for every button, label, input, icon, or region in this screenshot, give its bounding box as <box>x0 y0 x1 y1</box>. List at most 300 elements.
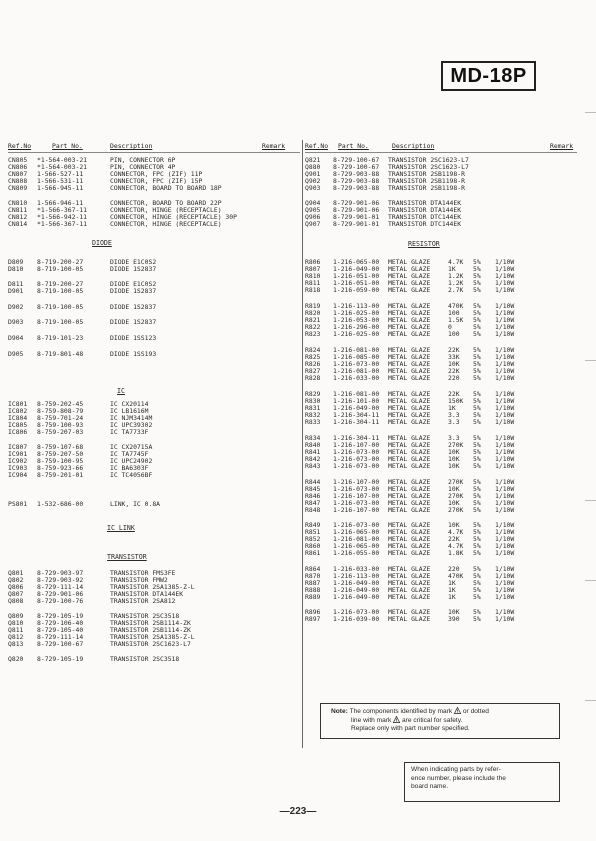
ref-no: PS801 <box>8 500 28 508</box>
table-row <box>305 220 585 229</box>
power-rating: 1/10W <box>495 535 515 543</box>
table-row <box>8 597 298 606</box>
ref-no: R860 <box>305 542 321 550</box>
ref-no: CN806 <box>8 163 28 171</box>
power-rating: 1/10W <box>495 397 515 405</box>
header-ref-right: Ref.No <box>305 142 329 150</box>
resistance-value: 270K <box>448 506 464 514</box>
caution-triangle-icon <box>393 716 400 723</box>
ref-no: R811 <box>305 279 321 287</box>
description: TRANSISTOR 2SA1385-Z-L <box>110 583 195 591</box>
ref-no: D810 <box>8 265 24 273</box>
header-rule-right <box>305 152 577 153</box>
tolerance: 5% <box>473 286 481 294</box>
power-rating: 1/10W <box>495 353 515 361</box>
power-rating: 1/10W <box>495 579 515 587</box>
note-line3: Replace only with part number specified. <box>351 725 470 732</box>
description: METAL GLAZE <box>388 542 431 550</box>
resistance-value: 100 <box>448 330 460 338</box>
ref-no: R841 <box>305 448 321 456</box>
description: METAL GLAZE <box>388 279 431 287</box>
ref-no: R864 <box>305 565 321 573</box>
tolerance: 5% <box>473 360 481 368</box>
part-no: 8-759-201-01 <box>37 471 84 479</box>
description: METAL GLAZE <box>388 323 431 331</box>
part-no: 8-729-903-88 <box>333 177 380 185</box>
part-no: 8-719-100-05 <box>37 318 84 326</box>
part-no: 1-216-101-00 <box>333 397 380 405</box>
power-rating: 1/10W <box>495 404 515 412</box>
ref-no: Q904 <box>305 199 321 207</box>
part-no: 8-759-701-24 <box>37 414 84 422</box>
table-row <box>305 330 585 339</box>
ref-no: R843 <box>305 462 321 470</box>
table-row <box>305 615 585 624</box>
tolerance: 5% <box>473 499 481 507</box>
ref-no: R846 <box>305 492 321 500</box>
description: METAL GLAZE <box>388 286 431 294</box>
tolerance: 5% <box>473 455 481 463</box>
ref-no: R827 <box>305 367 321 375</box>
description: DIODE 1S2837 <box>110 265 157 273</box>
part-no: 1-216-073-00 <box>333 521 380 529</box>
part-no: 1-216-049-00 <box>333 579 380 587</box>
table-row <box>8 303 298 312</box>
description: IC TA7733F <box>110 428 149 436</box>
part-no: 1-216-085-00 <box>333 353 380 361</box>
ref-no: IC804 <box>8 414 28 422</box>
tolerance: 5% <box>473 434 481 442</box>
ref-no: Q905 <box>305 206 321 214</box>
part-no: 1-216-059-00 <box>333 286 380 294</box>
part-no: 1-216-081-00 <box>333 346 380 354</box>
edge-mark <box>585 700 596 701</box>
tolerance: 5% <box>473 374 481 382</box>
part-no: 1-566-527-11 <box>37 170 84 178</box>
tolerance: 5% <box>473 492 481 500</box>
table-row <box>8 287 298 296</box>
ref-no: R840 <box>305 441 321 449</box>
resistance-value: 270K <box>448 478 464 486</box>
tolerance: 5% <box>473 258 481 266</box>
power-rating: 1/10W <box>495 499 515 507</box>
resistance-value: 10K <box>448 521 460 529</box>
resistance-value: 1K <box>448 579 456 587</box>
header-remark: Remark <box>262 142 286 150</box>
table-row <box>305 374 585 383</box>
ref-no: R821 <box>305 316 321 324</box>
tolerance: 5% <box>473 367 481 375</box>
power-rating: 1/10W <box>495 286 515 294</box>
caution-triangle-icon <box>454 707 461 714</box>
table-row <box>8 220 298 229</box>
part-no: 1-216-065-00 <box>333 528 380 536</box>
ref-no: Q801 <box>8 569 24 577</box>
power-rating: 1/10W <box>495 528 515 536</box>
power-rating: 1/10W <box>495 492 515 500</box>
ref-no: R820 <box>305 309 321 317</box>
resistance-value: 390 <box>448 615 460 623</box>
ref-no: CN807 <box>8 170 28 178</box>
part-no: 8-759-207-03 <box>37 428 84 436</box>
power-rating: 1/10W <box>495 316 515 324</box>
resistance-value: 22K <box>448 535 460 543</box>
part-no: 1-216-073-00 <box>333 360 380 368</box>
resistance-value: 4.7K <box>448 542 464 550</box>
safety-note <box>320 703 560 739</box>
description: METAL GLAZE <box>388 608 431 616</box>
table-row <box>305 593 585 602</box>
ref-no: Q807 <box>8 590 24 598</box>
part-no: 8-729-100-76 <box>37 597 84 605</box>
description: TRANSISTOR 2SB1198-R <box>388 170 465 178</box>
resistance-value: 10K <box>448 360 460 368</box>
resistance-value: 3.3 <box>448 418 460 426</box>
resistance-value: 22K <box>448 367 460 375</box>
part-no: 1-216-073-00 <box>333 448 380 456</box>
description: METAL GLAZE <box>388 455 431 463</box>
part-no: *1-566-367-11 <box>37 206 88 214</box>
note-line2-b: are critical for safety. <box>402 717 463 724</box>
description: DIODE 1S2837 <box>110 318 157 326</box>
description: TRANSISTOR 2SC3518 <box>110 612 180 620</box>
description: CONNECTOR, HINGE (RECEPTACLE) 30P <box>110 213 237 221</box>
section-diode: DIODE <box>92 239 112 247</box>
ref-no: R848 <box>305 506 321 514</box>
section-transistor: TRANSISTOR <box>107 553 147 561</box>
tolerance: 5% <box>473 353 481 361</box>
part-no: 1-216-039-00 <box>333 615 380 623</box>
resistance-value: 10K <box>448 462 460 470</box>
resistance-value: 2.7K <box>448 286 464 294</box>
ref-no: CN811 <box>8 206 28 214</box>
part-no: 1-216-107-00 <box>333 492 380 500</box>
part-no: 1-216-304-11 <box>333 418 380 426</box>
info-line2: ence number, please include the <box>411 774 506 782</box>
description: TRANSISTOR 2SA812 <box>110 597 176 605</box>
ref-no: R842 <box>305 455 321 463</box>
table-row <box>8 655 298 664</box>
tolerance: 5% <box>473 418 481 426</box>
table-row <box>8 640 298 649</box>
resistance-value: 33K <box>448 353 460 361</box>
tolerance: 5% <box>473 608 481 616</box>
resistance-value: 1K <box>448 593 456 601</box>
part-no: 1-216-073-00 <box>333 455 380 463</box>
resistance-value: 1.5K <box>448 316 464 324</box>
power-rating: 1/10W <box>495 265 515 273</box>
info-line3: board name. <box>411 783 449 790</box>
description: METAL GLAZE <box>388 492 431 500</box>
description: METAL GLAZE <box>388 521 431 529</box>
part-no: 1-216-025-00 <box>333 309 380 317</box>
description: METAL GLAZE <box>388 535 431 543</box>
table-row <box>305 462 585 471</box>
description: IC UPC39302 <box>110 421 153 429</box>
resistance-value: 1K <box>448 586 456 594</box>
description: METAL GLAZE <box>388 528 431 536</box>
section-ic: IC <box>117 387 125 395</box>
tolerance: 5% <box>473 272 481 280</box>
resistance-value: 1.2K <box>448 272 464 280</box>
header-ref: Ref.No <box>8 142 32 150</box>
description: DIODE 1S2837 <box>110 303 157 311</box>
table-row <box>8 350 298 359</box>
ref-no: R870 <box>305 572 321 580</box>
table-row <box>305 286 585 295</box>
power-rating: 1/10W <box>495 608 515 616</box>
description: TRANSISTOR FMS3FE <box>110 569 176 577</box>
part-no: 8-759-808-79 <box>37 407 84 415</box>
tolerance: 5% <box>473 485 481 493</box>
part-no: 8-729-903-92 <box>37 576 84 584</box>
resistance-value: 10K <box>448 448 460 456</box>
part-no: 8-759-107-68 <box>37 443 84 451</box>
ref-no: R851 <box>305 528 321 536</box>
description: METAL GLAZE <box>388 390 431 398</box>
ref-no: R828 <box>305 374 321 382</box>
header-remark-right: Remark <box>550 142 574 150</box>
power-rating: 1/10W <box>495 418 515 426</box>
ref-no: Q802 <box>8 576 24 584</box>
power-rating: 1/10W <box>495 478 515 486</box>
description: CONNECTOR, HINGE (RECEPTACLE) <box>110 206 222 214</box>
description: METAL GLAZE <box>388 485 431 493</box>
power-rating: 1/10W <box>495 390 515 398</box>
part-no: 8-729-106-40 <box>37 619 84 627</box>
tolerance: 5% <box>473 521 481 529</box>
description: TRANSISTOR 2SB1198-R <box>388 184 465 192</box>
description: TRANSISTOR FMW2 <box>110 576 168 584</box>
tolerance: 5% <box>473 535 481 543</box>
part-no: 1-216-081-00 <box>333 367 380 375</box>
part-no: 1-566-946-11 <box>37 199 84 207</box>
ref-no: D905 <box>8 350 24 358</box>
power-rating: 1/10W <box>495 542 515 550</box>
description: TRANSISTOR 2SC3518 <box>110 655 180 663</box>
power-rating: 1/10W <box>495 346 515 354</box>
description: TRANSISTOR DTC144EK <box>388 220 462 228</box>
part-no: 8-729-901-06 <box>333 206 380 214</box>
power-rating: 1/10W <box>495 455 515 463</box>
header-desc-right: Description <box>392 142 435 150</box>
ref-no: R849 <box>305 521 321 529</box>
description: METAL GLAZE <box>388 367 431 375</box>
part-no: 8-759-923-66 <box>37 464 84 472</box>
tolerance: 5% <box>473 441 481 449</box>
description: LINK, IC 0.8A <box>110 500 161 508</box>
description: PIN, CONNECTOR 4P <box>110 163 176 171</box>
tolerance: 5% <box>473 330 481 338</box>
power-rating: 1/10W <box>495 441 515 449</box>
part-no: 8-729-105-19 <box>37 612 84 620</box>
edge-mark <box>585 112 596 113</box>
part-no: 1-216-049-00 <box>333 404 380 412</box>
tolerance: 5% <box>473 549 481 557</box>
ref-no: IC902 <box>8 457 28 465</box>
power-rating: 1/10W <box>495 302 515 310</box>
tolerance: 5% <box>473 528 481 536</box>
ref-no: R896 <box>305 608 321 616</box>
power-rating: 1/10W <box>495 309 515 317</box>
power-rating: 1/10W <box>495 272 515 280</box>
ref-no: R822 <box>305 323 321 331</box>
description: METAL GLAZE <box>388 330 431 338</box>
description: METAL GLAZE <box>388 302 431 310</box>
description: METAL GLAZE <box>388 360 431 368</box>
ref-no: R847 <box>305 499 321 507</box>
ref-no: R810 <box>305 272 321 280</box>
description: IC NJM3414M <box>110 414 153 422</box>
part-no: 1-566-945-11 <box>37 184 84 192</box>
ref-no: R861 <box>305 549 321 557</box>
tolerance: 5% <box>473 565 481 573</box>
ref-no: Q813 <box>8 640 24 648</box>
ref-no: D809 <box>8 258 24 266</box>
table-row <box>8 265 298 274</box>
part-no: 1-216-107-00 <box>333 478 380 486</box>
ref-no: R832 <box>305 411 321 419</box>
part-no: 8-729-901-06 <box>333 199 380 207</box>
tolerance: 5% <box>473 448 481 456</box>
resistance-value: 1K <box>448 404 456 412</box>
part-no: 1-216-033-00 <box>333 565 380 573</box>
description: CONNECTOR, FPC (ZIF) 11P <box>110 170 203 178</box>
tolerance: 5% <box>473 279 481 287</box>
part-no: 1-216-049-00 <box>333 265 380 273</box>
description: TRANSISTOR 2SB1114-ZK <box>110 626 191 634</box>
ref-no: R825 <box>305 353 321 361</box>
power-rating: 1/10W <box>495 374 515 382</box>
ref-no: R807 <box>305 265 321 273</box>
description: IC TA7745F <box>110 450 149 458</box>
ref-no: Q903 <box>305 184 321 192</box>
power-rating: 1/10W <box>495 411 515 419</box>
description: PIN, CONNECTOR 6P <box>110 156 176 164</box>
ref-no: IC901 <box>8 450 28 458</box>
power-rating: 1/10W <box>495 593 515 601</box>
part-no: 1-532-686-00 <box>37 500 84 508</box>
table-row <box>305 549 585 558</box>
column-divider <box>302 140 303 748</box>
table-row <box>8 318 298 327</box>
edge-mark <box>585 580 596 581</box>
part-no: 1-216-025-00 <box>333 330 380 338</box>
tolerance: 5% <box>473 506 481 514</box>
ref-no: Q812 <box>8 633 24 641</box>
part-no: 8-729-903-88 <box>333 170 380 178</box>
power-rating: 1/10W <box>495 434 515 442</box>
power-rating: 1/10W <box>495 572 515 580</box>
power-rating: 1/10W <box>495 279 515 287</box>
tolerance: 5% <box>473 316 481 324</box>
header-part: Part No. <box>52 142 83 150</box>
description: METAL GLAZE <box>388 478 431 486</box>
description: METAL GLAZE <box>388 272 431 280</box>
part-no: 8-729-901-06 <box>37 590 84 598</box>
ref-no: Q810 <box>8 619 24 627</box>
table-row <box>305 184 585 193</box>
tolerance: 5% <box>473 462 481 470</box>
part-no: 1-216-049-00 <box>333 593 380 601</box>
ref-no: R829 <box>305 390 321 398</box>
ref-no: Q821 <box>305 156 321 164</box>
description: METAL GLAZE <box>388 593 431 601</box>
ref-no: CN809 <box>8 184 28 192</box>
resistance-value: 3.3 <box>448 411 460 419</box>
resistance-value: 0 <box>448 323 452 331</box>
tolerance: 5% <box>473 302 481 310</box>
part-no: 8-719-100-05 <box>37 287 84 295</box>
description: TRANSISTOR DTA144EK <box>110 590 184 598</box>
resistance-value: 220 <box>448 374 460 382</box>
ref-no: R844 <box>305 478 321 486</box>
table-row <box>8 184 298 193</box>
board-name-info-box <box>404 762 560 802</box>
description: IC CX20114 <box>110 400 149 408</box>
edge-mark <box>585 360 596 361</box>
ref-no: D903 <box>8 318 24 326</box>
resistance-value: 22K <box>448 346 460 354</box>
power-rating: 1/10W <box>495 506 515 514</box>
ref-no: R852 <box>305 535 321 543</box>
ref-no: IC806 <box>8 428 28 436</box>
part-no: 8-729-100-67 <box>37 640 84 648</box>
tolerance: 5% <box>473 404 481 412</box>
part-no: 1-216-073-00 <box>333 499 380 507</box>
ref-no: R819 <box>305 302 321 310</box>
header-desc: Description <box>110 142 153 150</box>
ref-no: R826 <box>305 360 321 368</box>
ref-no: R824 <box>305 346 321 354</box>
resistance-value: 4.7K <box>448 528 464 536</box>
ref-no: R833 <box>305 418 321 426</box>
power-rating: 1/10W <box>495 360 515 368</box>
note-line1-b: or dotted <box>462 708 489 715</box>
description: METAL GLAZE <box>388 448 431 456</box>
resistance-value: 1.2K <box>448 279 464 287</box>
description: METAL GLAZE <box>388 565 431 573</box>
ref-no: IC802 <box>8 407 28 415</box>
part-no: 1-216-081-00 <box>333 535 380 543</box>
part-no: 1-216-296-00 <box>333 323 380 331</box>
description: TRANSISTOR 2SC1623-L7 <box>388 163 469 171</box>
description: METAL GLAZE <box>388 397 431 405</box>
ref-no: Q902 <box>305 177 321 185</box>
part-no: *1-566-942-11 <box>37 213 88 221</box>
section-resistor: RESISTOR <box>408 240 440 248</box>
description: IC BA6303F <box>110 464 149 472</box>
resistance-value: 22K <box>448 390 460 398</box>
resistance-value: 1K <box>448 265 456 273</box>
tolerance: 5% <box>473 309 481 317</box>
part-no: *1-566-367-11 <box>37 220 88 228</box>
part-no: 1-216-049-00 <box>333 586 380 594</box>
table-row <box>305 506 585 515</box>
part-no: 8-729-901-01 <box>333 220 380 228</box>
note-line1-a: The components identified by mark <box>349 708 453 715</box>
description: TRANSISTOR 2SC1623-L7 <box>110 640 191 648</box>
description: METAL GLAZE <box>388 499 431 507</box>
tolerance: 5% <box>473 397 481 405</box>
section-ic-link: IC LINK <box>107 524 135 532</box>
part-no: 8-729-105-19 <box>37 655 84 663</box>
table-row <box>8 428 298 437</box>
description: METAL GLAZE <box>388 441 431 449</box>
description: TRANSISTOR DTA144EK <box>388 206 462 214</box>
description: METAL GLAZE <box>388 586 431 594</box>
description: METAL GLAZE <box>388 579 431 587</box>
